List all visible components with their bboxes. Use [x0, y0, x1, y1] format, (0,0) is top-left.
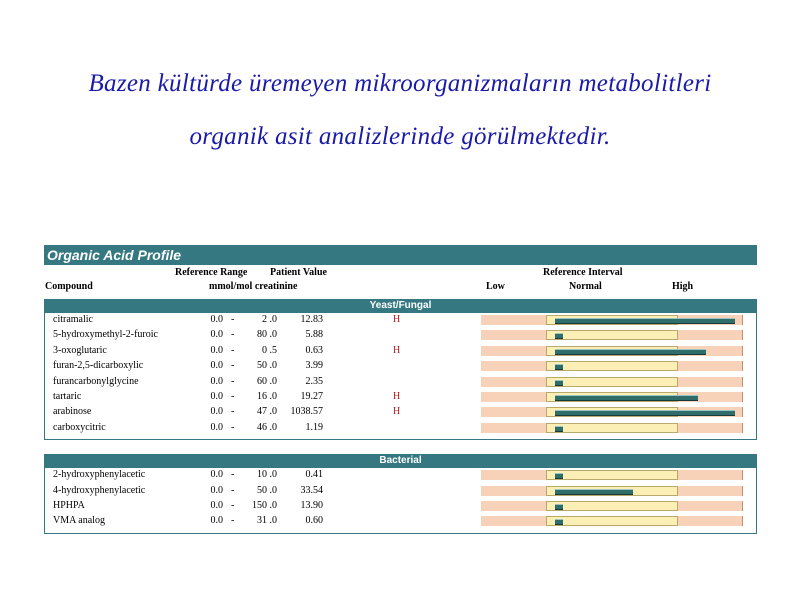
reference-low: 0.0 — [210, 484, 223, 496]
reference-interval-bar — [481, 330, 743, 340]
reference-low: 0.0 — [210, 406, 223, 418]
reference-high: 46 .0 — [257, 421, 277, 433]
reference-low: 0.0 — [210, 329, 223, 341]
normal-zone — [546, 423, 678, 433]
column-headers — [44, 265, 757, 299]
normal-header: Normal — [569, 281, 602, 292]
compound-header: Compound — [45, 281, 93, 292]
compound-name: HPHPA — [53, 499, 85, 511]
table-row — [45, 421, 756, 436]
compound-name: 3-oxoglutaric — [53, 344, 107, 356]
high-flag: H — [393, 406, 401, 418]
compound-name: 5-hydroxymethyl-2-furoic — [53, 329, 158, 341]
patient-value: 13.90 — [300, 499, 323, 511]
patient-value: 0.60 — [305, 515, 323, 527]
reference-interval-bar — [481, 315, 743, 325]
reference-high: 60 .0 — [257, 375, 277, 387]
reference-low: 0.0 — [210, 344, 223, 356]
reference-low: 0.0 — [210, 469, 223, 481]
table-row — [45, 405, 756, 420]
reference-range-header: Reference Range — [175, 267, 248, 278]
table-row — [45, 375, 756, 390]
table-row — [45, 328, 756, 343]
normal-zone — [546, 516, 678, 526]
patient-value: 0.41 — [305, 469, 323, 481]
reference-interval-bar — [481, 501, 743, 511]
patient-level-marker — [555, 349, 706, 355]
bar-end-mark — [742, 516, 743, 526]
reference-high: 50 .0 — [257, 484, 277, 496]
reference-low: 0.0 — [210, 390, 223, 402]
section-yeast-fungal — [44, 299, 757, 440]
reference-interval-bar — [481, 407, 743, 417]
patient-value: 5.88 — [305, 329, 323, 341]
reference-high: 16 .0 — [257, 390, 277, 402]
patient-level-marker — [555, 333, 563, 339]
patient-value: 1.19 — [305, 421, 323, 433]
high-flag: H — [393, 314, 401, 325]
bar-end-mark — [742, 330, 743, 340]
range-dash: - — [231, 515, 235, 527]
bar-end-mark — [742, 501, 743, 511]
patient-level-marker — [555, 504, 563, 510]
section-header: Yeast/Fungal — [45, 299, 756, 313]
reference-high: 31 .0 — [257, 515, 277, 527]
table-row — [45, 514, 756, 529]
table-row — [45, 313, 756, 328]
reference-high: 50 .0 — [257, 360, 277, 372]
normal-zone — [546, 361, 678, 371]
range-dash: - — [231, 344, 235, 356]
patient-value: 1038.57 — [290, 406, 323, 418]
bar-end-mark — [742, 392, 743, 402]
reference-interval-bar — [481, 516, 743, 526]
reference-high: 80 .0 — [257, 329, 277, 341]
patient-value: 19.27 — [300, 390, 323, 402]
organic-acid-report — [44, 245, 757, 534]
range-dash: - — [231, 329, 235, 341]
normal-zone — [546, 377, 678, 387]
high-flag: H — [393, 390, 401, 402]
section-bacterial — [44, 454, 757, 534]
patient-level-marker — [555, 380, 563, 386]
reference-high: 0 .5 — [262, 344, 277, 356]
high-flag: H — [393, 344, 401, 356]
reference-interval-bar — [481, 392, 743, 402]
bar-end-mark — [742, 377, 743, 387]
range-dash: - — [231, 390, 235, 402]
range-dash: - — [231, 314, 235, 325]
headline-line-2: organik asit analizlerinde görülmektedir. — [189, 123, 611, 150]
reference-low: 0.0 — [210, 375, 223, 387]
units-header: mmol/mol creatinine — [209, 281, 298, 292]
compound-name: citramalic — [53, 314, 93, 325]
normal-zone — [546, 330, 678, 340]
bar-end-mark — [742, 486, 743, 496]
patient-value: 2.35 — [305, 375, 323, 387]
reference-low: 0.0 — [210, 421, 223, 433]
reference-interval-bar — [481, 486, 743, 496]
compound-name: 2-hydroxyphenylacetic — [53, 469, 146, 481]
table-row — [45, 484, 756, 499]
reference-high: 2 .0 — [262, 314, 277, 325]
reference-interval-header: Reference Interval — [543, 267, 623, 278]
patient-level-marker — [555, 364, 563, 370]
table-row — [45, 390, 756, 405]
table-row — [45, 344, 756, 359]
bar-end-mark — [742, 315, 743, 325]
compound-name: carboxycitric — [53, 421, 106, 433]
range-dash: - — [231, 375, 235, 387]
reference-interval-bar — [481, 470, 743, 480]
compound-name: furancarbonylglycine — [53, 375, 139, 387]
bar-end-mark — [742, 346, 743, 356]
reference-low: 0.0 — [210, 515, 223, 527]
table-row — [45, 499, 756, 514]
patient-value: 33.54 — [300, 484, 323, 496]
compound-name: furan-2,5-dicarboxylic — [53, 360, 144, 372]
patient-level-marker — [555, 318, 735, 324]
headline-line-1: Bazen kültürde üremeyen mikroorganizmaların metabolitleri — [88, 70, 712, 97]
bar-end-mark — [742, 423, 743, 433]
reference-interval-bar — [481, 346, 743, 356]
patient-value-header: Patient Value — [270, 267, 327, 278]
range-dash: - — [231, 360, 235, 372]
table-row — [45, 359, 756, 374]
bar-end-mark — [742, 407, 743, 417]
compound-name: VMA analog — [53, 515, 105, 527]
reference-interval-bar — [481, 361, 743, 371]
patient-level-marker — [555, 410, 735, 416]
reference-low: 0.0 — [210, 314, 223, 325]
normal-zone — [546, 470, 678, 480]
range-dash: - — [231, 484, 235, 496]
patient-value: 0.63 — [305, 344, 323, 356]
patient-level-marker — [555, 473, 563, 479]
patient-value: 12.83 — [300, 314, 323, 325]
patient-level-marker — [555, 519, 563, 525]
patient-level-marker — [555, 395, 698, 401]
range-dash: - — [231, 469, 235, 481]
range-dash: - — [231, 499, 235, 511]
reference-low: 0.0 — [210, 360, 223, 372]
reference-low: 0.0 — [210, 499, 223, 511]
bar-end-mark — [742, 470, 743, 480]
compound-name: tartaric — [53, 390, 82, 402]
patient-level-marker — [555, 426, 563, 432]
reference-high: 150 .0 — [252, 499, 277, 511]
patient-value: 3.99 — [305, 360, 323, 372]
normal-zone — [546, 501, 678, 511]
low-header: Low — [486, 281, 505, 292]
range-dash: - — [231, 421, 235, 433]
patient-level-marker — [555, 489, 633, 495]
report-title: Organic Acid Profile — [44, 245, 757, 265]
reference-interval-bar — [481, 377, 743, 387]
report-sections — [44, 299, 757, 534]
table-row — [45, 468, 756, 483]
reference-interval-bar — [481, 423, 743, 433]
compound-name: arabinose — [53, 406, 92, 418]
compound-name: 4-hydroxyphenylacetic — [53, 484, 146, 496]
section-header: Bacterial — [45, 454, 756, 468]
reference-high: 47 .0 — [257, 406, 277, 418]
reference-high: 10 .0 — [257, 469, 277, 481]
range-dash: - — [231, 406, 235, 418]
bar-end-mark — [742, 361, 743, 371]
high-header: High — [672, 281, 694, 292]
